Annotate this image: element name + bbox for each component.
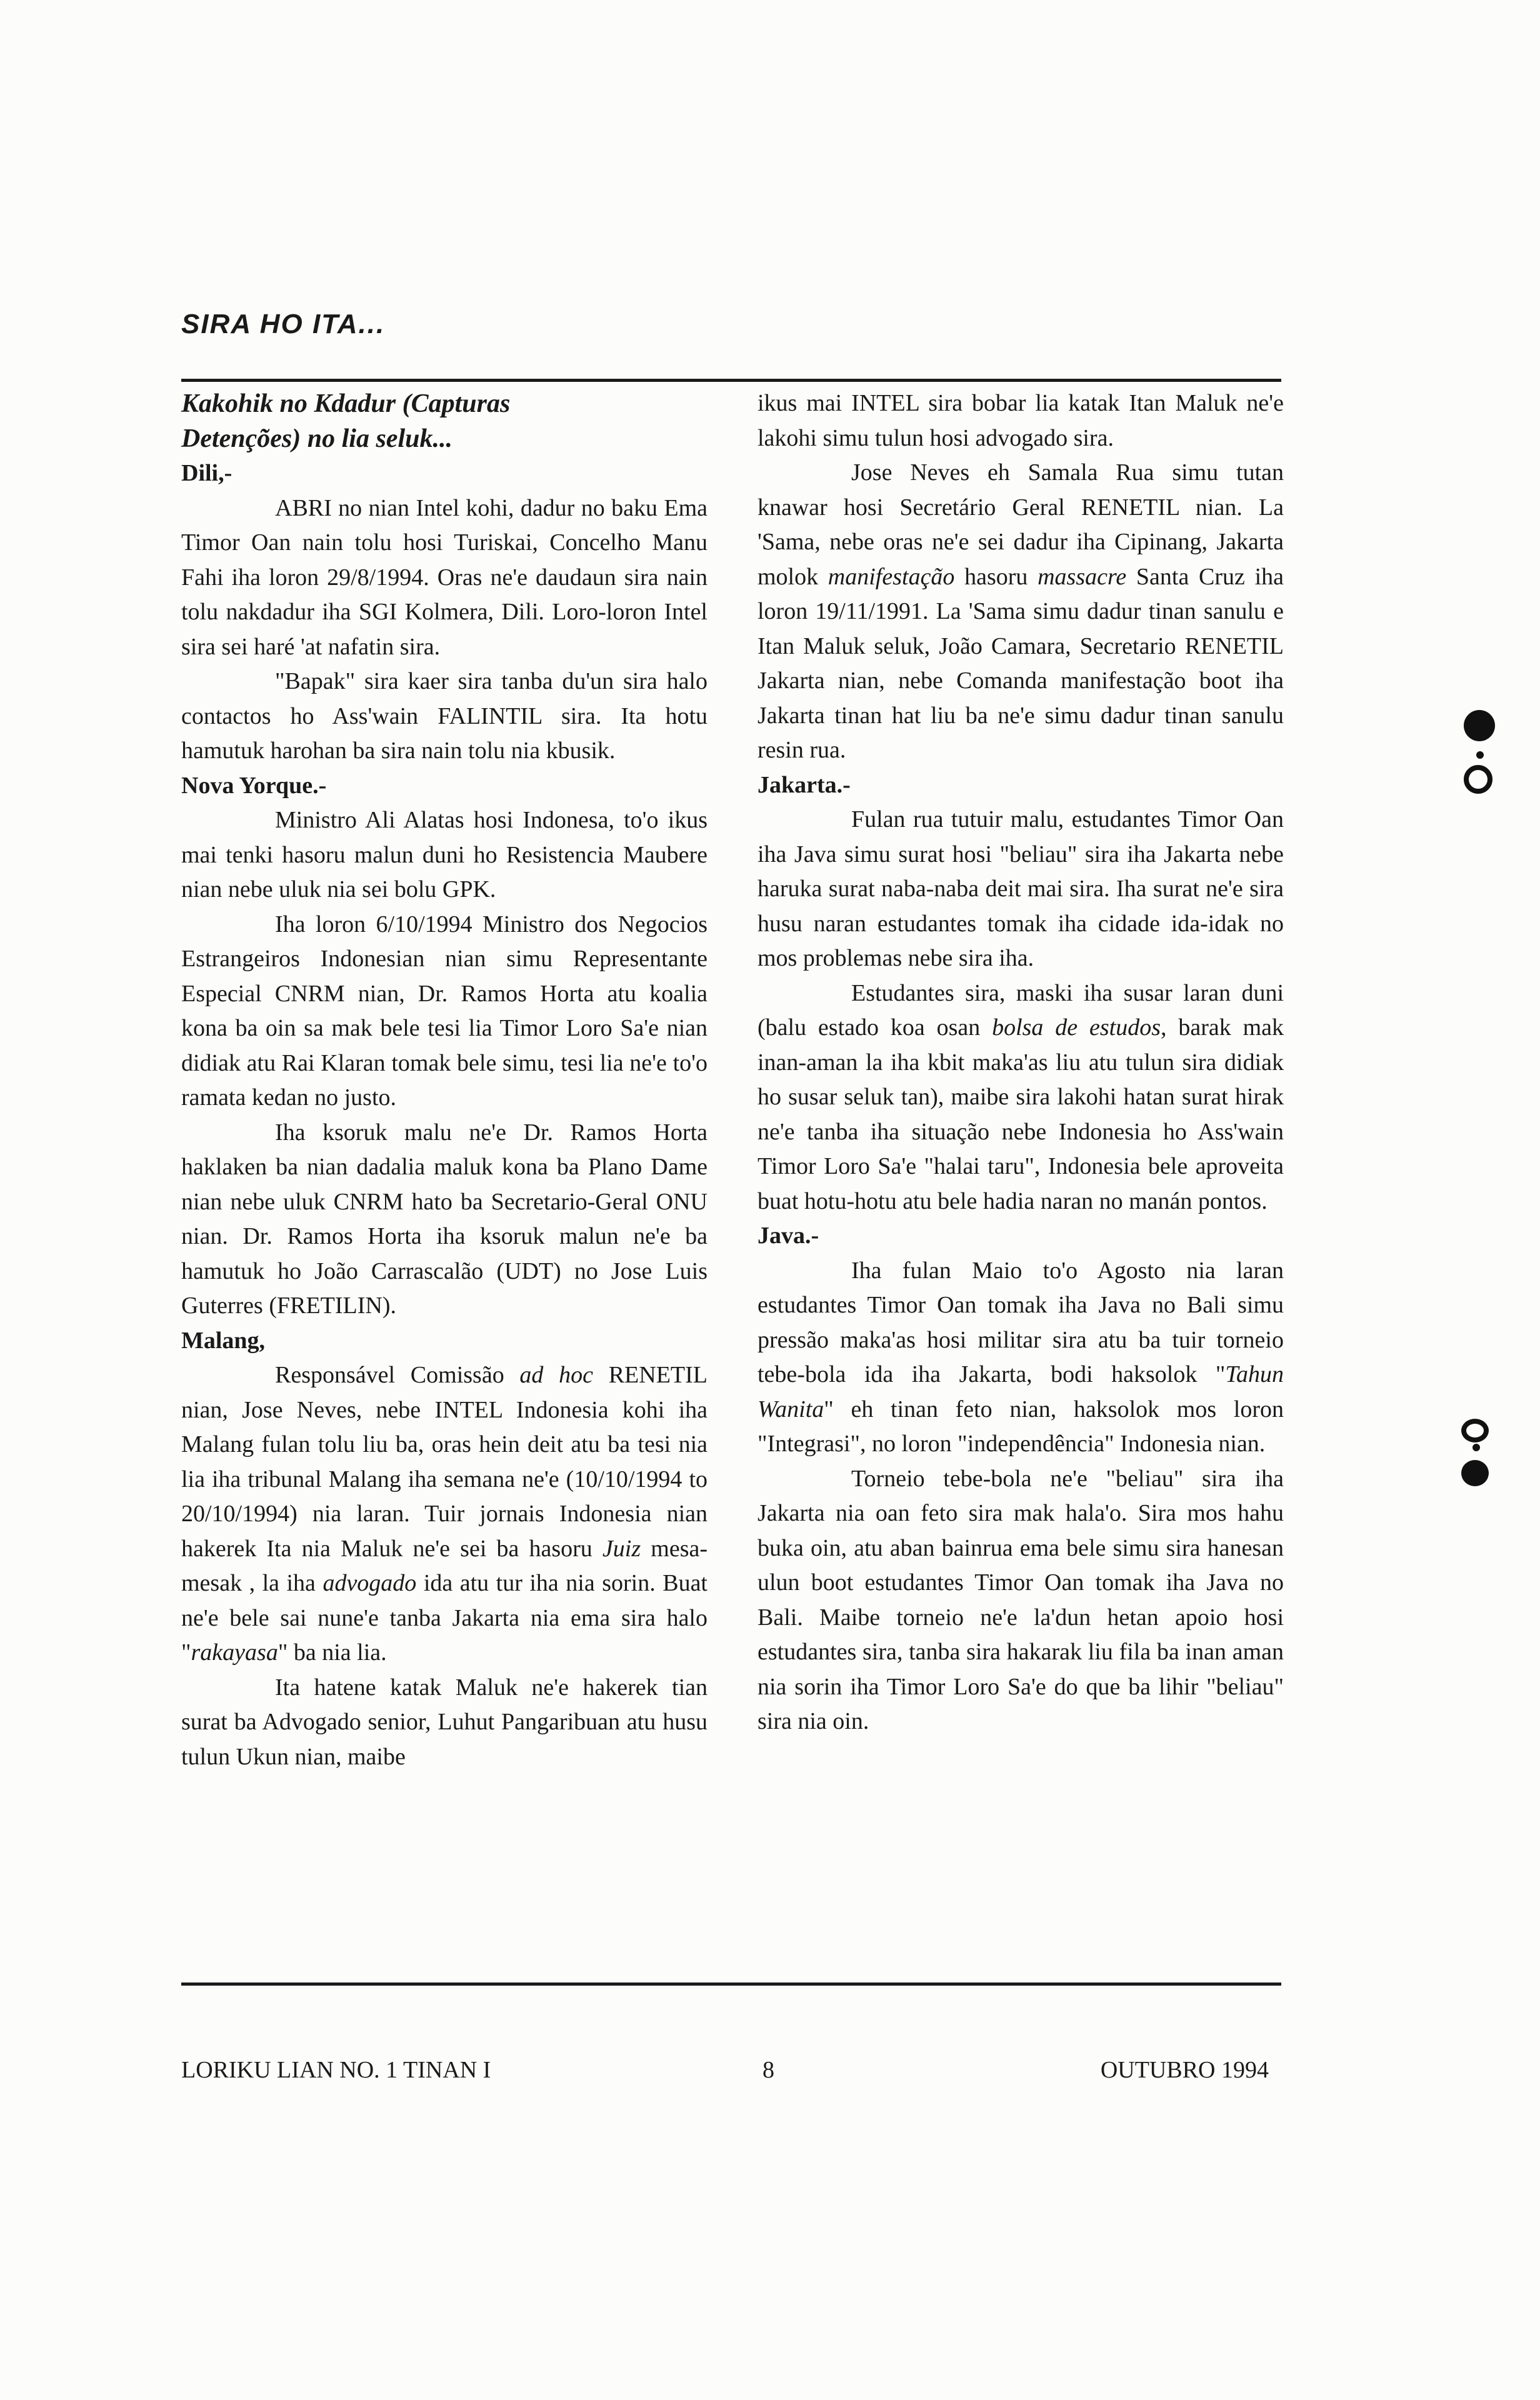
text-run: Jose Neves eh Samala Rua simu tutan knawar hosi Secretário Geral RENETIL nian. La 'Sama, nebe oras ne'e sei dadur iha Cipinang, Jakarta molok xyxy=(758,459,1284,590)
text-run: Santa Cruz iha loron 19/11/1991. La 'Sama simu dadur tinan sanulu e Itan Maluk seluk, João Camara, Secretario RENETIL Jakarta nian, nebe Comanda manifestação boot iha Jakarta tinan hat liu ba ne'e simu dadur tinan sanulu resin rua. xyxy=(758,563,1284,763)
text-run: hasoru xyxy=(954,563,1038,590)
paragraph-continued: ikus mai INTEL sira bobar lia katak Itan Maluk ne'e lakohi simu tulun hosi advogado sira. xyxy=(758,390,1284,451)
binder-hole-mark xyxy=(1464,765,1492,794)
text-run: , barak mak inan-aman la iha kbit maka'as liu atu tulun sira didiak ho susar seluk tan), maibe sira lakohi hatan surat hirak ne'e tanba iha situação nebe Indonesia ho Ass'wain Timor Loro Sa'e "halai taru", Indonesia bele aproveita buat hotu-hotu atu bele hadia naran no manán pontos. xyxy=(758,1014,1284,1214)
italic-term: manifestação xyxy=(828,563,955,590)
paragraph-malang-1 xyxy=(181,1358,708,1671)
dateline-malang: Malang, xyxy=(181,1327,266,1354)
text-run: mesa-mesak , la iha xyxy=(181,1535,708,1596)
text-run: Estudantes sira, maski iha susar laran duni (balu estado koa osan xyxy=(758,979,1284,1041)
italic-term: Juiz xyxy=(602,1535,641,1562)
text-run: Responsável Comissão xyxy=(275,1362,520,1388)
italic-term: ad hoc xyxy=(519,1362,593,1388)
paragraph-jakarta-2 xyxy=(758,976,1284,1219)
paragraph-dili-2: "Bapak" sira kaer sira tanba du'un sira halo contactos ho Ass'wain FALINTIL sira. Ita hotu hamutuk harohan ba sira nain tolu nia kbusik. xyxy=(181,668,708,764)
binder-hole-mark xyxy=(1461,1419,1489,1442)
italic-term: advogado xyxy=(322,1570,417,1596)
paragraph-ny-1: Ministro Ali Alatas hosi Indonesa, to'o ikus mai tenki hasoru malun duni ho Resistencia Maubere nian nebe uluk nia sei bolu GPK. xyxy=(181,807,708,902)
binder-hole-mark xyxy=(1472,1444,1480,1451)
paragraph-ny-2: Iha loron 6/10/1994 Ministro dos Negocios Estrangeiros Indonesian nian simu Representante Especial CNRM nian, Dr. Ramos Horta atu koalia kona ba oin sa mak bele tesi lia Timor Loro Sa'e nian didiak atu Rai Klaran tomak bele simu, tesi lia ne'e to'o ramata kedan no justo. xyxy=(181,911,708,1111)
paragraph-ny-3: Iha ksoruk malu ne'e Dr. Ramos Horta haklaken ba nian dadalia maluk kona ba Plano Dame nian nebe uluk CNRM hato ba Secretario-Geral ONU nian. Dr. Ramos Horta iha ksoruk malun ne'e ba hamutuk ho João Carrascalão (UDT) no Jose Luis Guterres (FRETILIN). xyxy=(181,1119,708,1319)
paragraph-malang-2: Ita hatene katak Maluk ne'e hakerek tian surat ba Advogado senior, Luhut Pangaribuan atu husu tulun Ukun nian, maibe xyxy=(181,1674,708,1770)
dateline-dili: Dili,- xyxy=(181,460,232,486)
text-run: " eh tinan feto nian, haksolok mos loron "Integrasi", no loron "independência" Indonesia nian. xyxy=(758,1396,1284,1457)
paragraph-jakarta-1: Fulan rua tutuir malu, estudantes Timor Oan iha Java simu surat hosi "beliau" sira iha Jakarta nebe haruka surat naba-naba deit mai sira. Iha surat ne'e sira husu naran estudantes tomak iha cidade ida-idak no mos problemas nebe sira iha. xyxy=(758,806,1284,971)
text-run: ida atu tur iha nia sorin. Buat ne'e bele sai nune'e tanba Jakarta nia ema sira halo " xyxy=(181,1570,708,1666)
binder-hole-mark xyxy=(1461,1460,1489,1486)
article-title-line-1: Kakohik no Kdadur (Capturas xyxy=(181,389,511,418)
paragraph-java-1 xyxy=(758,1254,1284,1462)
article-title xyxy=(181,386,708,456)
text-run: Iha fulan Maio to'o Agosto nia laran estudantes Timor Oan tomak iha Java no Bali simu pressão maka'as hosi militar sira atu ba tuir torneio tebe-bola ida iha Jakarta, bodi haksolok " xyxy=(758,1257,1284,1388)
right-column xyxy=(758,386,1284,1739)
text-run: " ba nia lia. xyxy=(278,1639,387,1666)
section-header: SIRA HO ITA... xyxy=(181,309,386,339)
binder-hole-mark xyxy=(1476,751,1484,759)
dateline-java: Java.- xyxy=(758,1222,819,1249)
italic-term: bolsa de estudos xyxy=(992,1014,1161,1041)
dateline-nova-yorque: Nova Yorque.- xyxy=(181,772,327,799)
footer-publication: LORIKU LIAN NO. 1 TINAN I xyxy=(181,2057,491,2083)
left-column xyxy=(181,386,708,1774)
italic-term: rakayasa xyxy=(191,1639,278,1666)
footer-date: OUTUBRO 1994 xyxy=(1100,2057,1269,2083)
footer-page-number: 8 xyxy=(762,2057,774,2083)
text-run: RENETIL nian, Jose Neves, nebe INTEL Indonesia kohi iha Malang fulan tolu liu ba, oras hein deit atu ba tesi nia lia iha tribunal Malang iha semana ne'e (10/10/1994 to 20/10/1994) nia laran. Tuir jornais Indonesia nian hakerek Ita nia Maluk ne'e sei ba hasoru xyxy=(181,1362,708,1562)
paragraph-java-2: Torneio tebe-bola ne'e "beliau" sira iha Jakarta nia oan feto sira mak hala'o. Sira mos hahu buka oin, atu aban bainrua ema bele simu sira hanesan ulun boot estudantes Timor Oan tomak iha Java no Bali. Maibe torneio ne'e la'dun hetan apoio hosi estudantes sira, tanba sira hakarak liu fila ba inan aman nia sorin iha Timor Loro Sa'e do que ba lihir "beliau" sira nia oin. xyxy=(758,1465,1284,1734)
dateline-jakarta: Jakarta.- xyxy=(758,771,851,798)
binder-hole-mark xyxy=(1464,710,1495,741)
top-rule xyxy=(181,379,1281,382)
paragraph-jose-neves xyxy=(758,456,1284,768)
bottom-rule xyxy=(181,1982,1281,1986)
italic-term: massacre xyxy=(1038,563,1127,590)
article-title-line-2: Detenções) no lia seluk... xyxy=(181,424,452,453)
paragraph-dili-1: ABRI no nian Intel kohi, dadur no baku Ema Timor Oan nain tolu hosi Turiskai, Concelho Manu Fahi iha loron 29/8/1994. Oras ne'e daudaun sira nain tolu nakdadur iha SGI Kolmera, Dili. Loro-loron Intel sira sei haré 'at nafatin sira. xyxy=(181,494,708,660)
italic-term: Tahun Wanita xyxy=(758,1361,1284,1422)
